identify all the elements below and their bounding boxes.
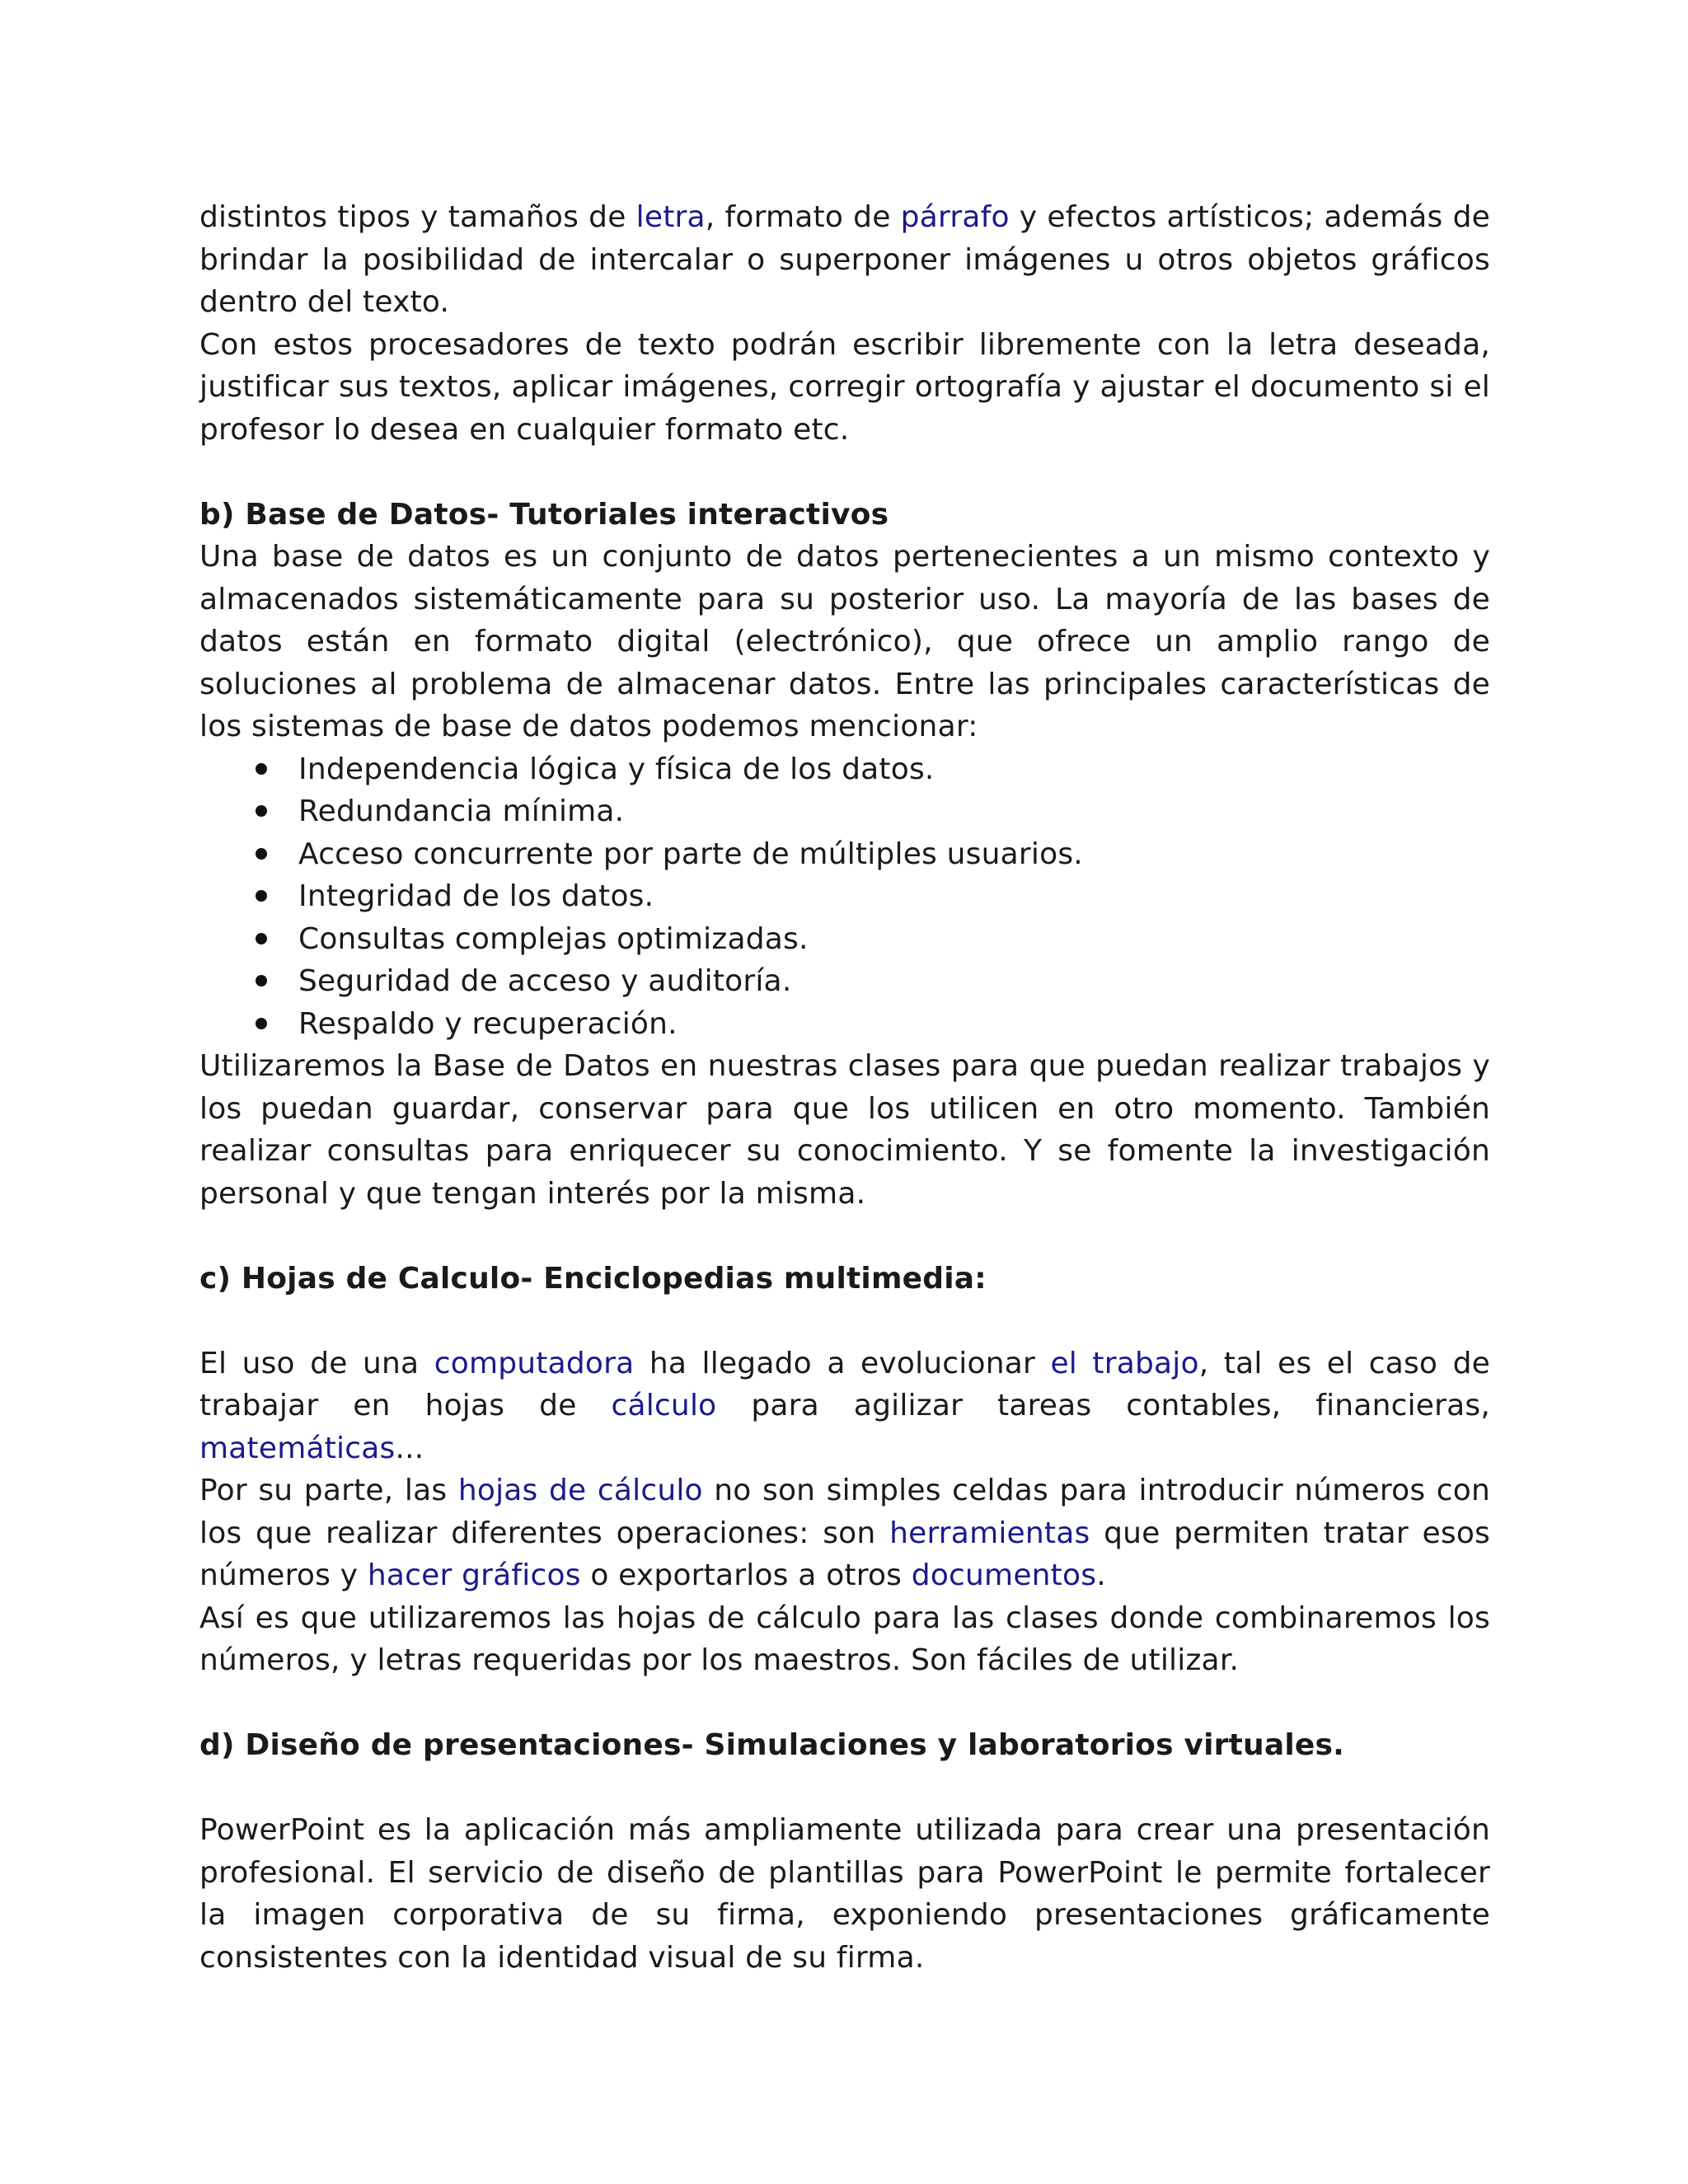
- section-b-paragraph-1: Una base de datos es un conjunto de datos pertenecientes a un mismo contexto y almacenados sistemáticamente para su posterior uso. La mayoría de las bases de datos están en formato digital (electrónico), que ofrece un amplio rango de soluciones al problema de almacenar datos. Entre las principales características de los sistemas de base de datos podemos mencionar:: [199, 540, 1490, 743]
- list-item: Redundancia mínima.: [298, 790, 1490, 833]
- blank-line: [199, 1215, 1490, 1258]
- blank-line: [199, 1767, 1490, 1810]
- list-item: Consultas complejas optimizadas.: [298, 918, 1490, 961]
- link-hojas-de-calculo[interactable]: hojas de cálculo: [457, 1474, 703, 1507]
- section-c-paragraph-1: El uso de una computadora ha llegado a evolucionar el trabajo, tal es el caso de trabajar en hojas de cálculo para agilizar tareas contables, financieras, matemáticas...: [199, 1346, 1490, 1465]
- list-item: Acceso concurrente por parte de múltiples usuarios.: [298, 833, 1490, 876]
- link-calculo[interactable]: cálculo: [611, 1389, 717, 1422]
- section-b-paragraph-2: Utilizaremos la Base de Datos en nuestras clases para que puedan realizar trabajos y los puedan guardar, conservar para que los utilicen en otro momento. También realizar consultas para enriquecer su conocimiento. Y se fomente la investigación personal y que tengan interés por la misma.: [199, 1049, 1490, 1211]
- list-item: Integridad de los datos.: [298, 875, 1490, 918]
- blank-line: [199, 1300, 1490, 1343]
- section-b-bullet-list: [199, 748, 1490, 1046]
- list-item: Respaldo y recuperación.: [298, 1003, 1490, 1046]
- document-page: [199, 196, 1490, 1979]
- link-el-trabajo[interactable]: el trabajo: [1050, 1346, 1199, 1380]
- section-c-paragraph-2: Por su parte, las hojas de cálculo no son simples celdas para introducir números con los que realizar diferentes operaciones: son herramientas que permiten tratar esos números y hacer gráficos o exportarlos a otros documentos.: [199, 1474, 1490, 1592]
- section-d-heading: d) Diseño de presentaciones- Simulaciones y laboratorios virtuales.: [199, 1728, 1345, 1762]
- link-hacer-graficos[interactable]: hacer gráficos: [367, 1558, 581, 1592]
- intro-paragraph-1: distintos tipos y tamaños de letra, formato de párrafo y efectos artísticos; además de brindar la posibilidad de intercalar o superponer imágenes u otros objetos gráficos dentro del texto.: [199, 200, 1490, 319]
- link-parrafo[interactable]: párrafo: [900, 200, 1010, 234]
- intro-paragraph-2: Con estos procesadores de texto podrán escribir libremente con la letra deseada, justificar sus textos, aplicar imágenes, corregir ortografía y ajustar el documento si el profesor lo desea en cualquier formato etc.: [199, 327, 1490, 447]
- list-item: Independencia lógica y física de los datos.: [298, 748, 1490, 791]
- section-d-paragraph-1: PowerPoint es la aplicación más ampliamente utilizada para crear una presentación profesional. El servicio de diseño de plantillas para PowerPoint le permite fortalecer la imagen corporativa de su firma, exponiendo presentaciones gráficamente consistentes con la identidad visual de su firma.: [199, 1813, 1490, 1975]
- link-letra[interactable]: letra: [635, 200, 706, 234]
- link-documentos[interactable]: documentos: [911, 1558, 1097, 1592]
- section-b-heading: b) Base de Datos- Tutoriales interactivos: [199, 497, 889, 532]
- section-c-paragraph-3: Así es que utilizaremos las hojas de cálculo para las clases donde combinaremos los números, y letras requeridas por los maestros. Son fáciles de utilizar.: [199, 1601, 1490, 1677]
- link-matematicas[interactable]: matemáticas: [199, 1431, 396, 1465]
- list-item: Seguridad de acceso y auditoría.: [298, 960, 1490, 1003]
- link-herramientas[interactable]: herramientas: [889, 1516, 1090, 1550]
- blank-line: [199, 1682, 1490, 1725]
- link-computadora[interactable]: computadora: [434, 1346, 635, 1380]
- section-c-heading: c) Hojas de Calculo- Enciclopedias multimedia:: [199, 1261, 987, 1296]
- blank-line: [199, 451, 1490, 494]
